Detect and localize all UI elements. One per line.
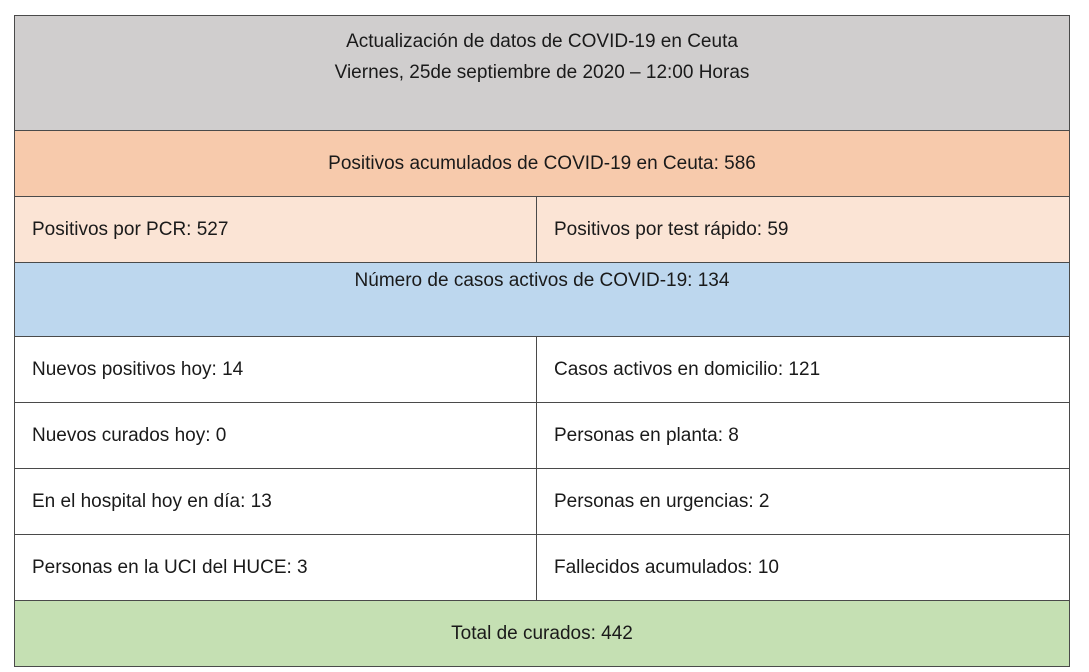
table-row xyxy=(15,403,1070,469)
table-row xyxy=(15,337,1070,403)
positives-pcr: Positivos por PCR: 527 xyxy=(15,197,537,263)
ward-patients: Personas en planta: 8 xyxy=(537,403,1070,469)
total-recovered: Total de curados: 442 xyxy=(15,601,1070,667)
report-title: Actualización de datos de COVID-19 en Ceuta xyxy=(346,31,738,52)
total-recovered-row xyxy=(15,601,1070,667)
table-row xyxy=(15,469,1070,535)
hospital-today: En el hospital hoy en día: 13 xyxy=(15,469,537,535)
header-cell xyxy=(15,16,1070,131)
new-recovered-today: Nuevos curados hoy: 0 xyxy=(15,403,537,469)
report-date: Viernes, 25de septiembre de 2020 – 12:00 Horas xyxy=(334,62,750,83)
emergency-patients: Personas en urgencias: 2 xyxy=(537,469,1070,535)
active-cases-row xyxy=(15,263,1070,337)
header-row xyxy=(15,16,1070,131)
accumulated-positives: Positivos acumulados de COVID-19 en Ceuta: 586 xyxy=(15,131,1070,197)
icu-patients: Personas en la UCI del HUCE: 3 xyxy=(15,535,537,601)
positives-rapid-test: Positivos por test rápido: 59 xyxy=(537,197,1070,263)
accumulated-deaths: Fallecidos acumulados: 10 xyxy=(537,535,1070,601)
covid-report-table xyxy=(14,15,1070,667)
accumulated-row xyxy=(15,131,1070,197)
active-cases: Número de casos activos de COVID-19: 134 xyxy=(15,263,1070,337)
table-row xyxy=(15,535,1070,601)
new-positives-today: Nuevos positivos hoy: 14 xyxy=(15,337,537,403)
active-home-cases: Casos activos en domicilio: 121 xyxy=(537,337,1070,403)
positives-split-row xyxy=(15,197,1070,263)
